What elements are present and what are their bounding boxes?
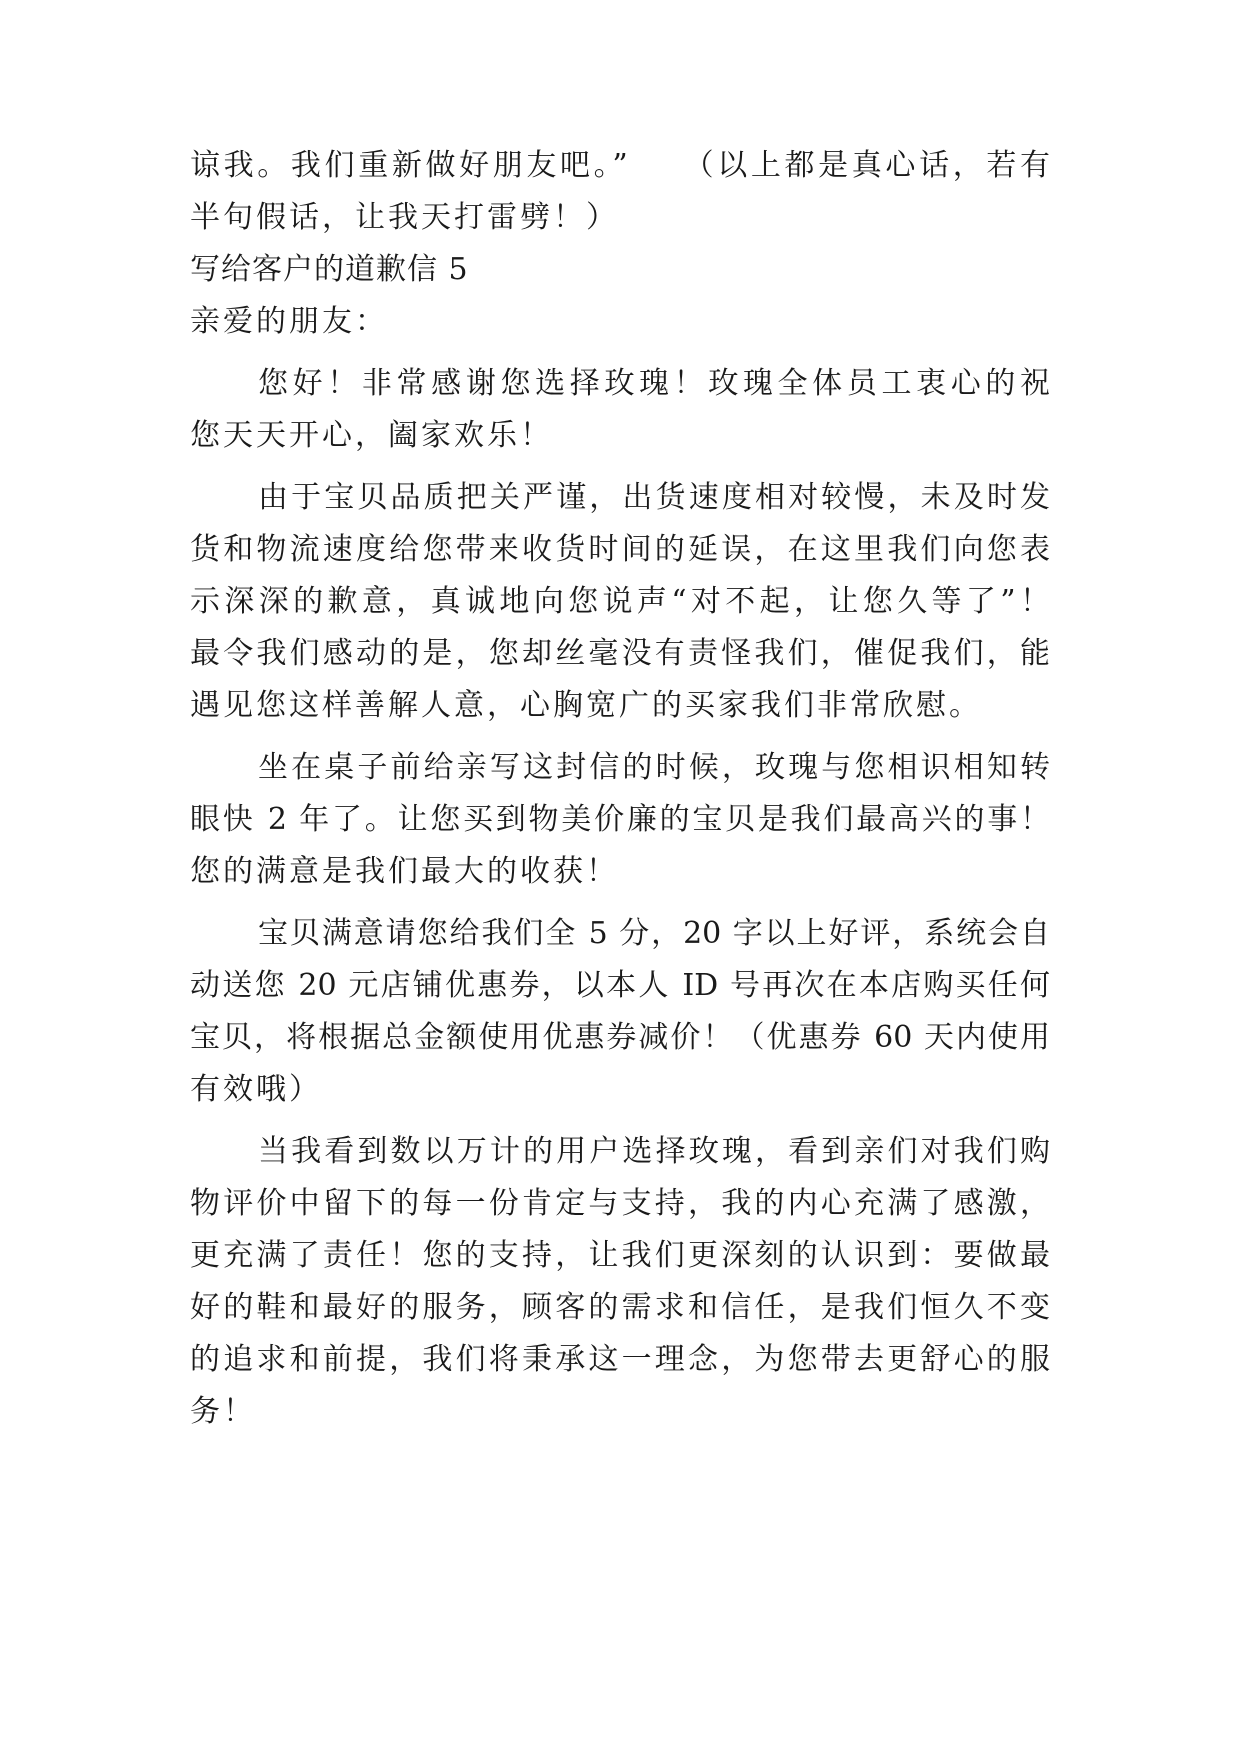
text-line: 务！: [190, 1394, 256, 1429]
text-line: 您好！非常感谢您选择玫瑰！玫瑰全体员工衷心的祝: [258, 366, 1050, 401]
text-line: 您的满意是我们最大的收获！: [190, 854, 619, 889]
text-line: 当我看到数以万计的用户选择玫瑰，看到亲们对我们购: [258, 1134, 1050, 1169]
text-line: 好的鞋和最好的服务，顾客的需求和信任，是我们恒久不变: [190, 1290, 1050, 1325]
text-line: 货和物流速度给您带来收货时间的延误，在这里我们向您表: [190, 532, 1050, 567]
text-line: 坐在桌子前给亲写这封信的时候，玫瑰与您相识相知转: [258, 750, 1050, 785]
text-line: 动送您 20 元店铺优惠券，以本人 ID 号再次在本店购买任何: [190, 968, 1050, 1003]
text-line: 半句假话，让我天打雷劈！）: [190, 200, 619, 235]
text-line: 有效哦）: [190, 1072, 322, 1107]
text-line: 由于宝贝品质把关严谨，出货速度相对较慢，未及时发: [258, 480, 1050, 515]
text-line: 示深深的歉意，真诚地向您说声“对不起，让您久等了”！: [190, 584, 1050, 619]
text-line: 您天天开心，阖家欢乐！: [190, 418, 553, 453]
letter-heading: 写给客户的道歉信 5: [190, 252, 469, 287]
text-line: 的追求和前提，我们将秉承这一理念，为您带去更舒心的服: [190, 1342, 1050, 1377]
text-line: 宝贝，将根据总金额使用优惠券减价！（优惠券 60 天内使用: [190, 1020, 1050, 1055]
text-line: 物评价中留下的每一份肯定与支持，我的内心充满了感激，: [190, 1186, 1050, 1221]
text-line: 更充满了责任！您的支持，让我们更深刻的认识到：要做最: [190, 1238, 1050, 1273]
text-line: 眼快 2 年了。让您买到物美价廉的宝贝是我们最高兴的事！: [190, 802, 1050, 837]
text-line: 最令我们感动的是，您却丝毫没有责怪我们，催促我们，能: [190, 636, 1050, 671]
salutation: 亲爱的朋友：: [190, 304, 388, 339]
text-line: 宝贝满意请您给我们全 5 分，20 字以上好评，系统会自: [258, 916, 1050, 951]
text-line: 谅我。我们重新做好朋友吧。” （以上都是真心话，若有: [190, 148, 1050, 183]
text-line: 遇见您这样善解人意，心胸宽广的买家我们非常欣慰。: [190, 688, 982, 723]
